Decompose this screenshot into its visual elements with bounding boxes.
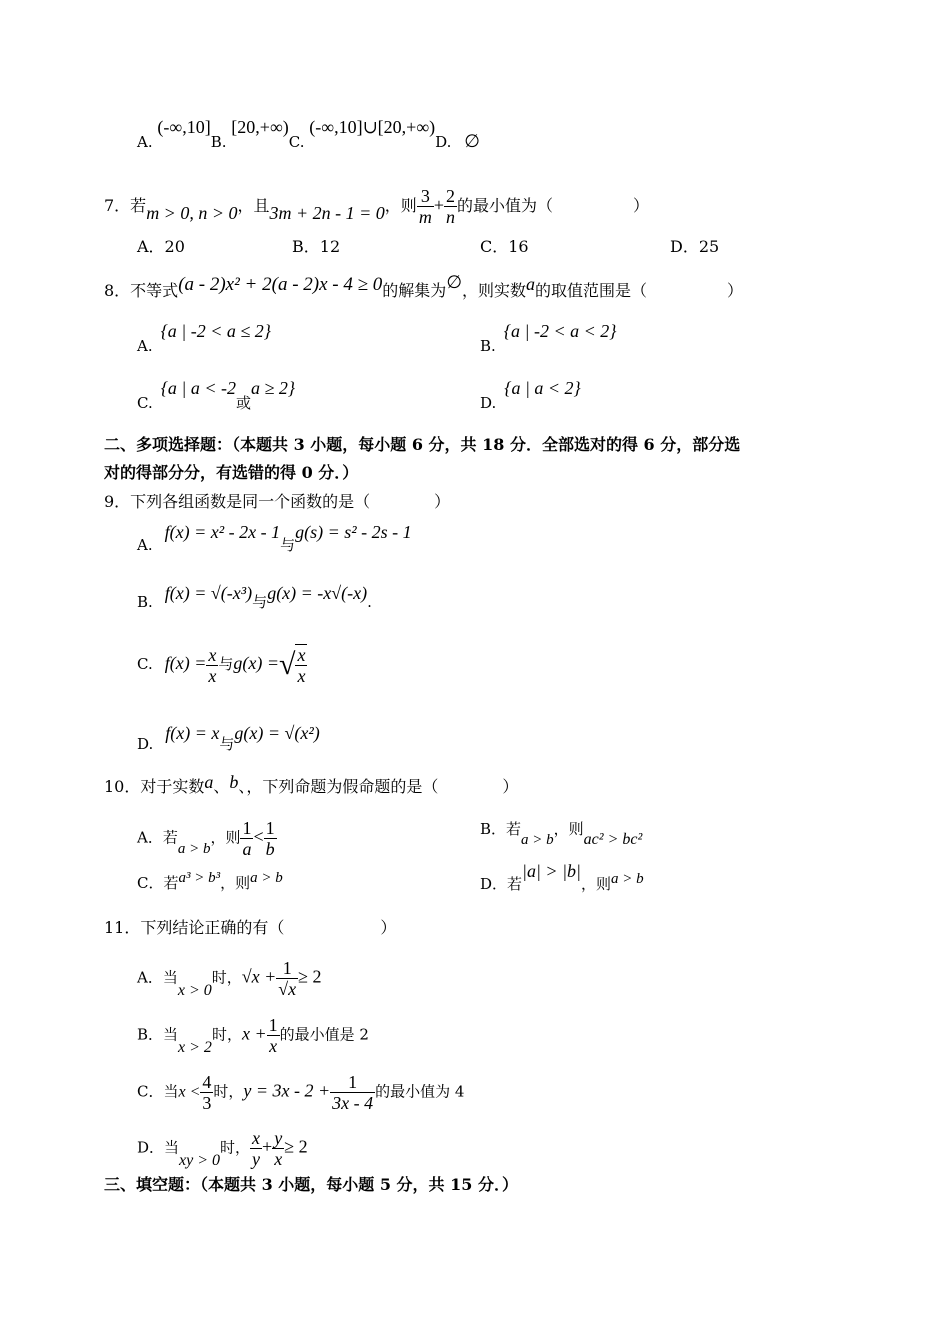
q7-number: 7．若 bbox=[104, 196, 147, 215]
q7-option-d: D．25 bbox=[670, 237, 720, 256]
q7-sep2: ，则 bbox=[384, 196, 417, 215]
q11-stem: 11．下列结论正确的有（ ） bbox=[104, 918, 397, 937]
q8-option-b: B.{a | -2 < a < 2} bbox=[480, 321, 617, 355]
q7-plus: + bbox=[433, 195, 444, 215]
q11-option-b: B．当x > 2时，x + $\frac{1}{x}$ 的最小值是 2 bbox=[137, 1015, 369, 1056]
q10-stem: 10．对于实数a、b、，下列命题为假命题的是（ ） bbox=[104, 772, 519, 796]
q9-c-fraction-g: $\frac{x}{x}$ bbox=[297, 645, 306, 686]
q10-option-c: C．若a³ > b³，则a > b bbox=[137, 870, 283, 892]
q9-option-a: A.f(x) = x² - 2x - 1与g(s) = s² - 2s - 1 bbox=[137, 522, 412, 554]
q6-option-b-math: [20,+∞) bbox=[231, 117, 289, 137]
q6-option-d-math: ∅ bbox=[464, 131, 480, 151]
q7-stem bbox=[104, 186, 649, 227]
q6-option-c-math: (-∞,10]∪[20,+∞) bbox=[309, 117, 436, 137]
q6-option-d-label: D. bbox=[435, 133, 452, 151]
q9-stem: 9．下列各组函数是同一个函数的是（ ） bbox=[104, 492, 451, 511]
q10-option-d: D．若|a| > |b|，则a > b bbox=[480, 861, 644, 893]
q6-options bbox=[137, 117, 480, 153]
q9-option-b: B. f(x) = √(-x³)与g(x) = -x√(-x). bbox=[137, 583, 372, 611]
q7-sep1: ，且 bbox=[237, 196, 270, 215]
q8-empty-set: ∅ bbox=[446, 272, 462, 292]
q6-option-a-math: (-∞,10] bbox=[157, 117, 211, 137]
q6-option-a-label: A. bbox=[137, 133, 153, 151]
q10-option-a: A．若a > b，则 $\frac{1}{a}$ < $\frac{1}{b}$ bbox=[137, 818, 275, 859]
section-2-heading-line1: 二、多项选择题：（本题共 3 小题，每小题 6 分，共 18 分．全部选对的得 6 分，部分选 bbox=[104, 435, 741, 454]
q11-option-c: C．当x < $\frac{4}{3}$ 时，y = 3x - 2 + $\frac{1}{3x - 4}$ 的最小值为 4 bbox=[137, 1072, 465, 1113]
section-3-heading: 三、填空题：（本题共 3 小题，每小题 5 分，共 15 分．） bbox=[104, 1175, 518, 1194]
q7-fraction-1: $\frac{3}{m}$ bbox=[418, 186, 432, 227]
section-2-heading-line2: 对的得部分分，有选错的得 0 分．） bbox=[104, 463, 359, 482]
q7-tail: 的最小值为（ ） bbox=[456, 196, 649, 215]
q8-option-d: D.{a | a < 2} bbox=[480, 378, 581, 412]
q11-option-a: A．当x > 0时，√x + $\frac{1}{√x}$ ≥ 2 bbox=[137, 958, 322, 999]
q9-option-d: D.f(x) = x与g(x) = √(x²) bbox=[137, 723, 320, 753]
q7-fraction-2: $\frac{2}{n}$ bbox=[445, 186, 455, 227]
q8-mid: 的解集为 bbox=[382, 281, 447, 300]
q8-mid2: ，则实数 bbox=[462, 281, 527, 300]
q6-option-c-label: C. bbox=[288, 133, 305, 151]
q9-c-fraction-f: $\frac{x}{x}$ bbox=[208, 644, 217, 686]
q8-inequality: (a - 2)x² + 2(a - 2)x - 4 ≥ 0 bbox=[178, 274, 383, 295]
q7-option-c: C．16 bbox=[480, 237, 529, 256]
q7-option-b: B．12 bbox=[292, 237, 341, 256]
q8-option-a: A.{a | -2 < a ≤ 2} bbox=[137, 321, 271, 355]
q8-tail: 的取值范围是（ ） bbox=[535, 281, 744, 300]
q7-condition: m > 0, n > 0 bbox=[146, 203, 238, 223]
q8-stem bbox=[104, 272, 744, 303]
q6-option-b-label: B. bbox=[210, 133, 227, 151]
q11-option-d: D．当xy > 0时， $\frac{x}{y}$ + $\frac{y}{x}$ ≥ 2 bbox=[137, 1128, 308, 1169]
q7-option-a: A．20 bbox=[137, 237, 185, 256]
q10-option-b: B．若a > b，则ac² > bc² bbox=[480, 820, 643, 848]
q8-number: 8．不等式 bbox=[104, 281, 179, 300]
q7-equation: 3m + 2n - 1 = 0 bbox=[269, 203, 385, 223]
q8-var-a: a bbox=[526, 274, 536, 294]
q8-option-c: C.{a | a < -2或a ≥ 2} bbox=[137, 378, 296, 412]
q9-option-c: C. f(x) = $\frac{x}{x}$ 与g(x) =√ $\frac{x}{x}$ bbox=[137, 644, 306, 686]
